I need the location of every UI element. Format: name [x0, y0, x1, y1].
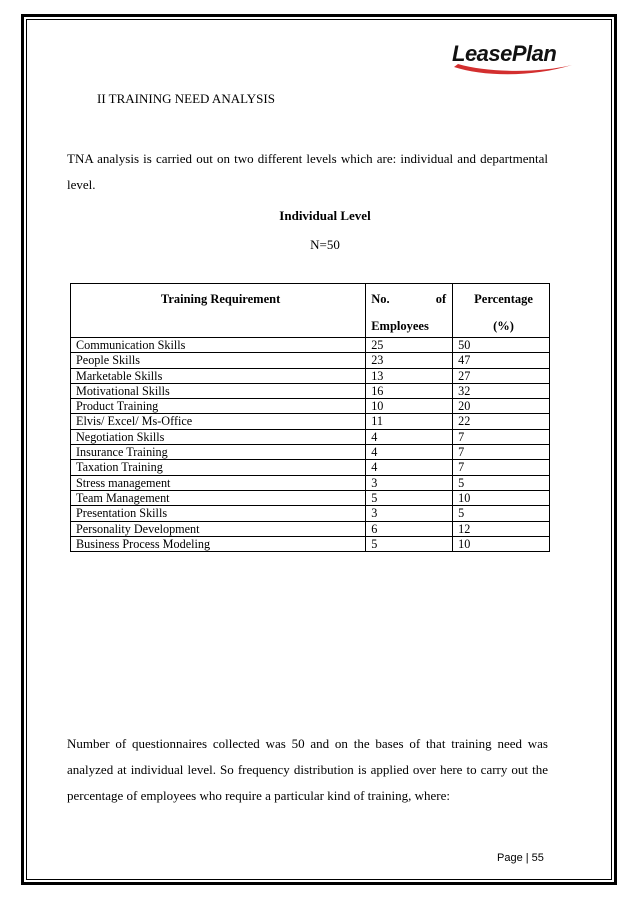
cell-requirement: Personality Development — [71, 521, 366, 536]
table-row — [71, 521, 550, 536]
intro-paragraph: TNA analysis is carried out on two different levels which are: individual and departmental level. — [67, 151, 548, 192]
cell-pct: 47 — [453, 353, 550, 368]
page-number: Page | 55 — [497, 852, 544, 864]
cell-num: 23 — [366, 353, 453, 368]
header-requirement-label: Training Requirement — [160, 292, 281, 306]
cell-pct: 7 — [453, 445, 550, 460]
cell-requirement: Communication Skills — [71, 338, 366, 353]
cell-num: 4 — [366, 460, 453, 475]
cell-num: 10 — [366, 399, 453, 414]
cell-requirement: Business Process Modeling — [71, 536, 366, 551]
training-requirement-table — [70, 283, 550, 552]
cell-requirement: Product Training — [71, 399, 366, 414]
cell-pct: 22 — [453, 414, 550, 429]
table-row — [71, 475, 550, 490]
cell-pct: 32 — [453, 383, 550, 398]
cell-num: 4 — [366, 429, 453, 444]
cell-num: 16 — [366, 383, 453, 398]
cell-pct: 5 — [453, 506, 550, 521]
cell-pct: 5 — [453, 475, 550, 490]
sample-size: N=50 — [310, 237, 340, 252]
cell-num: 3 — [366, 475, 453, 490]
cell-pct: 7 — [453, 460, 550, 475]
cell-num: 6 — [366, 521, 453, 536]
table-header-row — [71, 284, 550, 338]
table-row — [71, 506, 550, 521]
cell-pct: 12 — [453, 521, 550, 536]
logo-text: LeasePlan — [452, 41, 557, 66]
cell-requirement: Negotiation Skills — [71, 429, 366, 444]
cell-requirement: Marketable Skills — [71, 368, 366, 383]
cell-requirement: Presentation Skills — [71, 506, 366, 521]
table-row — [71, 338, 550, 353]
cell-requirement: Motivational Skills — [71, 383, 366, 398]
header-training-requirement — [71, 284, 366, 338]
table-title: Individual Level — [279, 208, 371, 223]
cell-requirement: Taxation Training — [71, 460, 366, 475]
header-pct-line1: Percentage — [474, 292, 533, 306]
table-row — [71, 368, 550, 383]
cell-pct: 7 — [453, 429, 550, 444]
cell-pct: 10 — [453, 490, 550, 505]
table-row — [71, 353, 550, 368]
cell-requirement: Elvis/ Excel/ Ms-Office — [71, 414, 366, 429]
cell-num: 11 — [366, 414, 453, 429]
table-row — [71, 383, 550, 398]
cell-num: 5 — [366, 490, 453, 505]
header-num-line2: Employees — [371, 319, 429, 333]
table-row — [71, 414, 550, 429]
cell-num: 4 — [366, 445, 453, 460]
table-row — [71, 460, 550, 475]
leaseplan-logo — [444, 37, 578, 77]
cell-pct: 50 — [453, 338, 550, 353]
header-num-word1: No. — [371, 292, 390, 306]
section-heading: II TRAINING NEED ANALYSIS — [97, 91, 275, 106]
header-percentage — [453, 284, 550, 338]
cell-num: 3 — [366, 506, 453, 521]
table-row — [71, 399, 550, 414]
cell-requirement: Team Management — [71, 490, 366, 505]
cell-pct: 10 — [453, 536, 550, 551]
cell-requirement: People Skills — [71, 353, 366, 368]
cell-requirement: Stress management — [71, 475, 366, 490]
cell-num: 25 — [366, 338, 453, 353]
cell-requirement: Insurance Training — [71, 445, 366, 460]
header-num-word2: of — [435, 292, 447, 306]
cell-pct: 20 — [453, 399, 550, 414]
header-number-of-employees — [366, 284, 453, 338]
closing-paragraph: Number of questionnaires collected was 50 and on the bases of that training need was analyzed at individual level. So frequency distribution is applied over here to carry out the percentage of employees who require a particular kind of training, where: — [67, 736, 548, 803]
cell-num: 5 — [366, 536, 453, 551]
table-row — [71, 445, 550, 460]
table-row — [71, 536, 550, 551]
cell-num: 13 — [366, 368, 453, 383]
cell-pct: 27 — [453, 368, 550, 383]
table-row — [71, 490, 550, 505]
table-row — [71, 429, 550, 444]
header-pct-line2: (%) — [493, 319, 514, 333]
